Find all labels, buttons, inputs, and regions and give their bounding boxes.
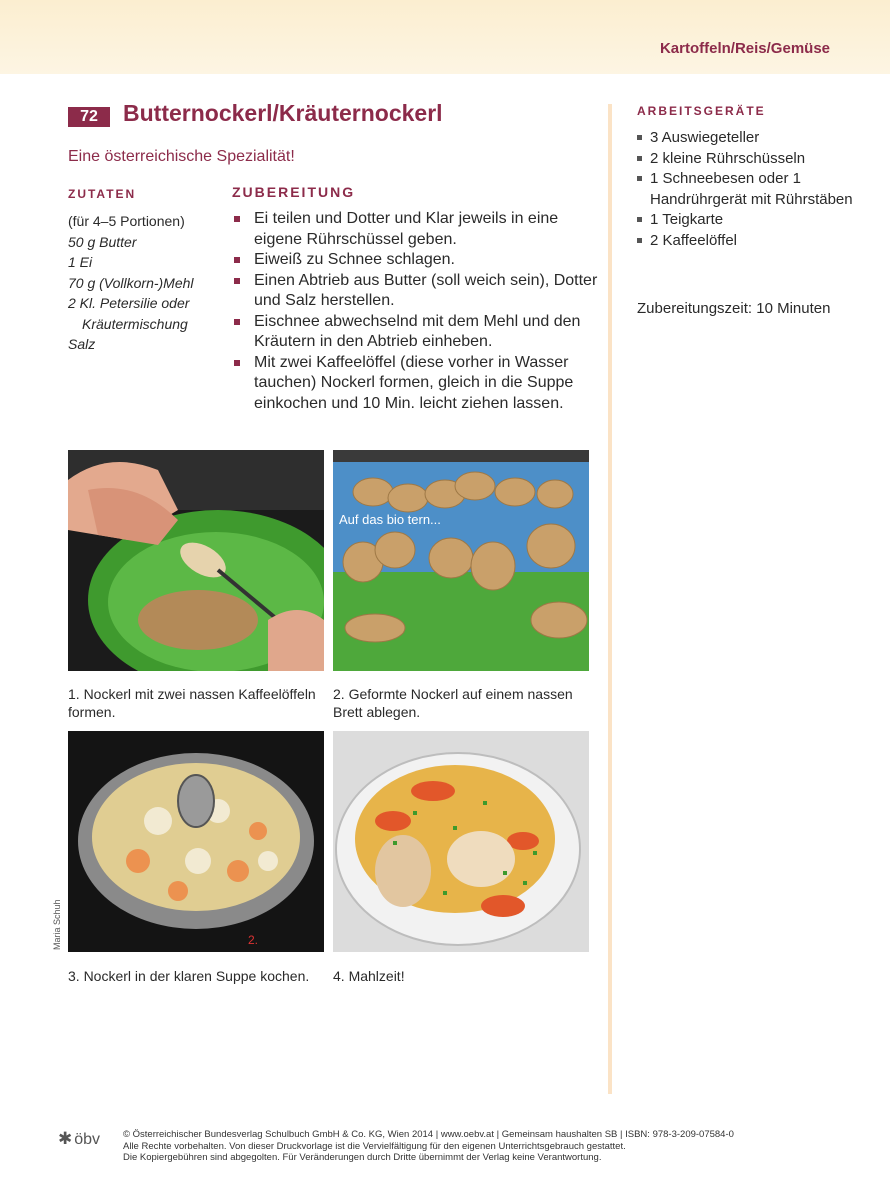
equipment-heading: ARBEITSGERÄTE (637, 104, 766, 118)
zutaten-heading: ZUTATEN (68, 187, 137, 201)
board-text: Auf das bio tern... (339, 512, 441, 527)
step-text: Eischnee abwechselnd mit dem Mehl und den Kräutern in den Abtrieb einheben. (254, 312, 581, 350)
step-item (232, 209, 602, 250)
ingredient-item: 50 g Butter (68, 233, 137, 250)
star-icon: ✱ (58, 1129, 73, 1148)
step-item (232, 271, 602, 312)
recipe-number: 72 (68, 107, 110, 127)
recipe-subtitle: Eine österreichische Spezialität! (68, 148, 295, 165)
section-title: Kartoffeln/Reis/Gemüse (659, 40, 830, 57)
bullet-icon (234, 216, 240, 222)
equipment-item (637, 210, 857, 231)
ingredient-list (68, 211, 228, 355)
logo-text: öbv (74, 1131, 101, 1148)
portion-note: (für 4–5 Portionen) (68, 213, 185, 229)
preparation-steps (232, 209, 602, 414)
photo-forming-nockerl (68, 450, 324, 671)
bullet-icon (234, 319, 240, 325)
equipment-item (637, 231, 857, 252)
photo-caption: 3. Nockerl in der klaren Suppe kochen. (68, 968, 310, 984)
photo-credit: Maria Schuh (52, 899, 62, 950)
ingredient-item: 2 Kl. Petersilie oder (68, 295, 190, 311)
publisher-logo (58, 1129, 100, 1149)
step-item (232, 250, 602, 271)
footer-line: Alle Rechte vorbehalten. Von dieser Druckvorlage ist die Vervielfältigung für den eigenen Unterrichtsgebrauch gestattet. (123, 1140, 626, 1152)
stove-digit: 2. (248, 933, 259, 947)
preparation-time: Zubereitungszeit: 10 Minuten (637, 300, 831, 317)
equipment-text: 1 Schneebesen oder 1 Handrührgerät mit Rührstäben (650, 170, 853, 208)
equipment-item (637, 128, 857, 149)
equipment-text: 2 Kaffeelöffel (650, 231, 738, 249)
recipe-title: Butternockerl/Kräuternockerl (123, 100, 443, 126)
step-text: Mit zwei Kaffeelöffel (diese vorher in Wasser tauchen) Nockerl formen, gleich in die Suppe einkochen und 10 Min. leicht ziehen lassen. (254, 353, 574, 412)
photo-caption: 1. Nockerl mit zwei nassen Kaffeelöffeln formen. (68, 686, 316, 720)
ingredient-item: 1 Ei (68, 254, 93, 270)
column-divider (608, 104, 612, 1094)
header-band (0, 0, 890, 74)
bullet-icon (637, 176, 642, 181)
photo-soup-bowl (333, 731, 589, 952)
equipment-list (637, 128, 857, 251)
step-item (232, 353, 602, 415)
zubereitung-heading: ZUBEREITUNG (232, 184, 356, 200)
bullet-icon (234, 278, 240, 284)
bullet-icon (637, 217, 642, 222)
footer-line: © Österreichischer Bundesverlag Schulbuch GmbH & Co. KG, Wien 2014 | www.oebv.at | Gemeinsam haushalten SB | ISBN: 978-3-209-07584-0 (123, 1129, 734, 1140)
bullet-icon (234, 360, 240, 366)
ingredient-item: 70 g (Vollkorn-)Mehl (68, 274, 194, 291)
ingredient-item: Kräutermischung (82, 315, 188, 332)
ingredient-item: Salz (68, 336, 96, 352)
step-text: Ei teilen und Dotter und Klar jeweils in eine eigene Rührschüssel geben. (254, 210, 559, 248)
bullet-icon (637, 135, 642, 140)
equipment-text: 3 Auswiegeteller (650, 129, 760, 146)
step-text: Eiweiß zu Schnee schlagen. (254, 251, 455, 268)
photo-caption: 4. Mahlzeit! (333, 968, 405, 984)
footer-line: Die Kopiergebühren sind abgegolten. Für Veränderungen durch Dritte übernimmt der Verlag keine Verantwortung. (123, 1152, 602, 1163)
bullet-icon (234, 257, 240, 263)
photo-pot-on-stove (68, 731, 324, 952)
equipment-text: 2 kleine Rührschüsseln (650, 149, 806, 167)
equipment-item (637, 149, 857, 170)
step-text: Einen Abtrieb aus Butter (soll weich sein), Dotter und Salz herstellen. (254, 271, 598, 309)
equipment-item (637, 169, 857, 210)
photo-nockerl-on-board (333, 450, 589, 671)
photo-caption: 2. Geformte Nockerl auf einem nassen Brett ablegen. (333, 686, 573, 720)
step-item (232, 312, 602, 353)
footer-copyright (123, 1129, 823, 1164)
bullet-icon (637, 156, 642, 161)
bullet-icon (637, 238, 642, 243)
equipment-text: 1 Teigkarte (650, 211, 724, 228)
